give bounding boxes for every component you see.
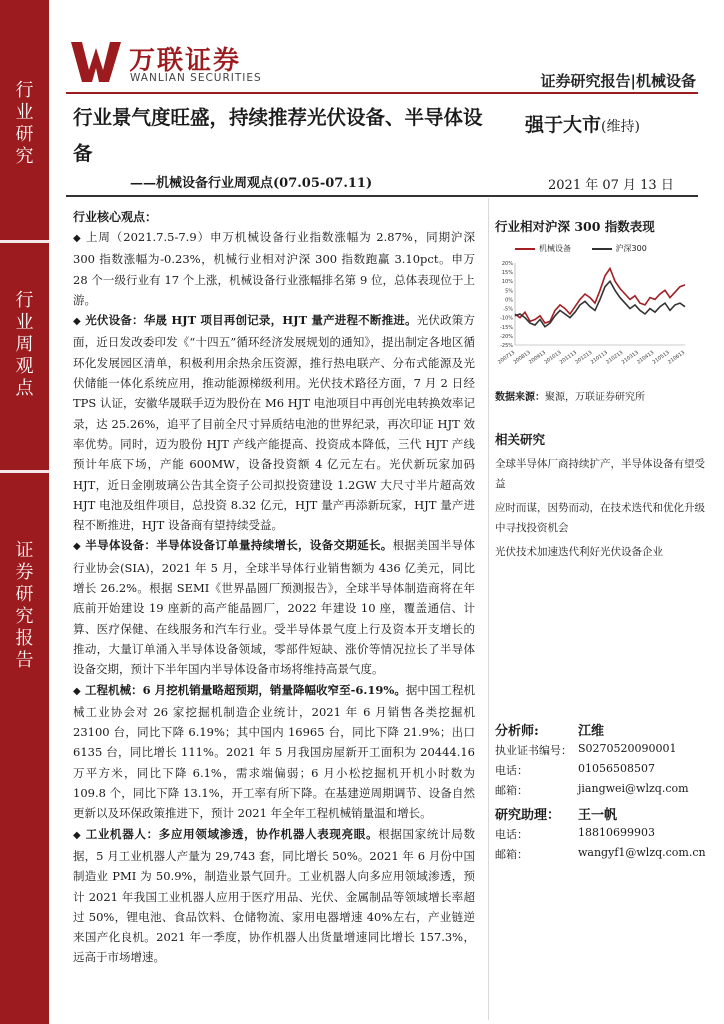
y-tick-label: -25% <box>500 343 513 349</box>
analyst-name: 江维 <box>578 724 605 739</box>
core-views <box>73 207 475 968</box>
cert-label: 执业证书编号： <box>495 744 572 757</box>
y-tick-label: 5% <box>505 288 513 295</box>
chart-source <box>495 388 645 403</box>
y-tick-label: 10% <box>501 279 513 286</box>
x-tick-label: 210613 <box>667 349 687 366</box>
core-item-lead: 半导体设备：半导体设备订单量持续增长，设备交期延长。 <box>85 538 393 553</box>
side-band <box>0 0 49 1024</box>
assistant-label: 研究助理： <box>495 808 561 823</box>
x-tick-label: 210413 <box>636 349 656 366</box>
header-divider <box>66 92 698 94</box>
side-label-securities-report: 证 券 研 究 报 告 <box>15 540 34 671</box>
x-tick-label: 210313 <box>620 349 640 366</box>
rating <box>525 110 640 137</box>
column-divider <box>488 198 489 1020</box>
related-item[interactable]: 应时而谋，因势而动，在技术迭代和优化升级中寻找投资机会 <box>495 502 705 534</box>
phone-value: 01056508507 <box>578 762 655 775</box>
core-item-text: 上周（2021.7.5-7.9）申万机械设备行业指数涨幅为 2.87%，同期沪深 300 指数涨幅为-0.23%，机械行业相对沪深 300 指数跑赢 3.10pct。申万 28 个一级行业有 17 个上涨，机械设备行业涨幅排名第 9 位，总体表现位于上游。 <box>73 230 475 307</box>
x-tick-label: 201213 <box>574 349 594 366</box>
y-tick-label: 0% <box>505 297 513 304</box>
y-tick-label: -15% <box>500 324 513 331</box>
x-tick-label: 201013 <box>543 349 563 366</box>
report-series: 证券研究报告|机械设备 <box>540 72 696 90</box>
report-title: 行业景气度旺盛，持续推荐光伏设备、半导体设备 <box>73 106 483 165</box>
y-tick-label: 15% <box>501 270 513 277</box>
side-band-divider <box>0 240 49 243</box>
core-item-text: 据中国工程机械工业协会对 26 家挖掘机制造企业统计，2021 年 6 月销售各类挖掘机 23100 台，同比下降 6.19%；其中国内 16965 台，同比下降 21.9%；出口 6135 台，同比增长 111%。2021 年 5 月我国房屋新开工面积为 20444.16 万平方米，同比下降 6.1%，需求端偏弱；6 月小松挖掘机开机小时数为 109.8 个，同比下降 13.1%，开工率有所下降。在基建逆周期调节、设备自然更新以及环保政策推进下，预计 2021 年全年工程机械销量温和增长。 <box>73 682 476 821</box>
related-item[interactable]: 光伏技术加速迭代利好光伏设备企业 <box>495 546 663 558</box>
assistant-phone-label: 电话： <box>495 828 528 841</box>
related-heading: 相关研究 <box>495 432 546 447</box>
side-label-industry-research: 行 业 研 究 <box>15 80 34 167</box>
legend-swatch <box>515 248 535 250</box>
logo-name-cn: 万联证券 <box>129 46 242 76</box>
logo-name-en: WANLIAN SECURITIES <box>130 72 262 84</box>
x-tick-label: 200913 <box>527 349 548 366</box>
assistant-phone-value: 18810699903 <box>578 826 655 839</box>
core-item <box>73 227 475 310</box>
core-item-text: 根据美国半导体行业协会(SIA)，2021 年 5 月，全球半导体行业销售额为 436 亿美元，同比增长 26.2%。根据 SEMI《世界晶圆厂预测报告》，全球半导体制造商将在年底前开始建设 19 座新的高产能晶圆厂，2022 年建设 10 座，覆盖通信、计算、医疗保健、在线服务和汽车行业。受半导体景气度上行及资本开支增长的推动，大量订单涌入半导体设备领域，零部件短缺、涨价等情况拉长了半导体设备交期，预计下半年国内半导体设备市场将维持高景气度。 <box>73 538 476 677</box>
email-row <box>495 782 705 802</box>
core-item <box>73 535 475 679</box>
wanlian-logo-icon <box>69 38 123 84</box>
related-research <box>495 430 705 562</box>
core-item <box>73 310 475 535</box>
rating-value: 强于大市 <box>525 114 602 136</box>
side-label-weekly-view: 行 业 周 观 点 <box>15 290 34 399</box>
cert-value: S0270520090001 <box>578 742 677 755</box>
bullet-icon: ◆ <box>73 829 81 841</box>
related-item[interactable]: 全球半导体厂商持续扩产，半导体设备有望受益 <box>495 458 705 490</box>
report-subtitle: ——机械设备行业周观点(07.05-07.11) <box>130 176 373 191</box>
core-item <box>73 680 475 824</box>
legend-label: 沪深300 <box>615 244 647 253</box>
assistant-email-value[interactable]: wangyf1@wlzq.com.cn <box>578 846 706 859</box>
analyst-label: 分析师: <box>495 724 539 739</box>
assistant-row <box>495 804 705 824</box>
x-tick-label: 210113 <box>589 349 609 366</box>
email-value[interactable]: jiangwei@wlzq.com <box>578 782 689 795</box>
bullet-icon: ◆ <box>73 541 81 553</box>
x-tick-label: 201113 <box>558 349 578 366</box>
legend-label: 机械设备 <box>539 244 571 253</box>
core-item-text: 光伏政策方面，近日发改委印发《“十四五”循环经济发展规划的通知》，提出制定各地区循环化发展园区清单，积极利用余热余压资源，推行热电联产、分布式能源及光伏储能一体化系统应用，推动能源梯级利用。光伏技术路径方面，7 月 2 日经 TPS 认证，安徽华晟联手迈为股份在 M6 HJT 电池项目中再创光电转换效率记录，达 25.26%，追平了目前全尺寸异质结电池的世界纪录，再次印证 HJT 效率优势。同时，迈为股份 HJT 产线产能提高、投资成本降低，三代 HJT 产线预计年底下场，产能 600MW，设备投资额 4 亿元左右。光伏新玩家加码 HJT，近日金刚玻璃公告其全资子公司拟投资建设 1.2GW 大尺寸半片超高效 HJT 电池及组件项目，总投资 8.32 亿元，HJT 量产再添新玩家，HJT 量产进程不断推进，HJT 设备商有望持续受益。 <box>73 313 475 533</box>
side-band-divider <box>0 470 49 473</box>
core-item <box>73 824 475 968</box>
phone-label: 电话： <box>495 764 528 777</box>
y-tick-label: -5% <box>503 306 513 313</box>
title-divider <box>66 195 698 197</box>
core-views-heading: 行业核心观点： <box>73 210 158 224</box>
company-logo <box>69 38 309 88</box>
relative-performance-chart <box>495 237 700 382</box>
rating-note: (维持) <box>601 119 640 135</box>
legend-item <box>592 243 647 254</box>
assistant-email-label: 邮箱： <box>495 848 528 861</box>
phone-row <box>495 762 705 782</box>
core-item-lead: 光伏设备：华晟 HJT 项目再创记录，HJT 量产进程不断推进。 <box>85 313 417 328</box>
cert-row <box>495 742 705 762</box>
legend-swatch <box>592 248 612 250</box>
core-item-lead: 工业机器人：多应用领域渗透，协作机器人表现亮眼。 <box>85 826 379 841</box>
chart-heading: 行业相对沪深 300 指数表现 <box>495 219 655 234</box>
legend-item <box>515 243 571 254</box>
x-tick-label: 210213 <box>605 349 625 366</box>
y-tick-label: -10% <box>500 315 513 322</box>
bullet-icon: ◆ <box>73 685 81 697</box>
x-tick-label: 200813 <box>512 349 532 366</box>
series-line-machinery <box>515 269 685 324</box>
x-tick-label: 210513 <box>651 349 671 366</box>
assistant-phone-row <box>495 826 705 846</box>
y-tick-label: 20% <box>501 261 513 267</box>
chart-legend <box>515 243 665 254</box>
y-tick-label: -20% <box>500 333 513 340</box>
source-text: 聚源，万联证券研究所 <box>545 392 645 403</box>
email-label: 邮箱： <box>495 784 528 797</box>
analyst-row <box>495 720 705 740</box>
bullet-icon: ◆ <box>73 316 81 328</box>
bullet-icon: ◆ <box>73 233 81 244</box>
assistant-email-row <box>495 846 705 866</box>
assistant-name: 王一帆 <box>578 808 618 823</box>
report-date: 2021 年 07 月 13 日 <box>548 178 674 193</box>
x-tick-label: 200713 <box>497 349 517 366</box>
source-label: 数据来源： <box>495 392 545 403</box>
core-item-text: 根据国家统计局数据，5 月工业机器人产量为 29,743 套，同比增长 50%。2021 年 6 月份中国制造业 PMI 为 50.9%，制造业景气回升。工业机器人向多应用领域渗透，预计 2021 年我国工业机器人应用于医疗用品、光伏、金属制品等领域增长率超过 50%，锂电池、食品饮料、仓储物流、家用电器增速 40%左右，产业链逆来国产化良机。2021 年一季度，协作机器人出货量增速同比增长 157.3%，远高于市场增速。 <box>73 826 475 965</box>
core-item-lead: 工程机械：6 月挖机销量略超预期，销量降幅收窄至-6.19%。 <box>85 682 406 697</box>
chart-svg <box>495 237 700 382</box>
